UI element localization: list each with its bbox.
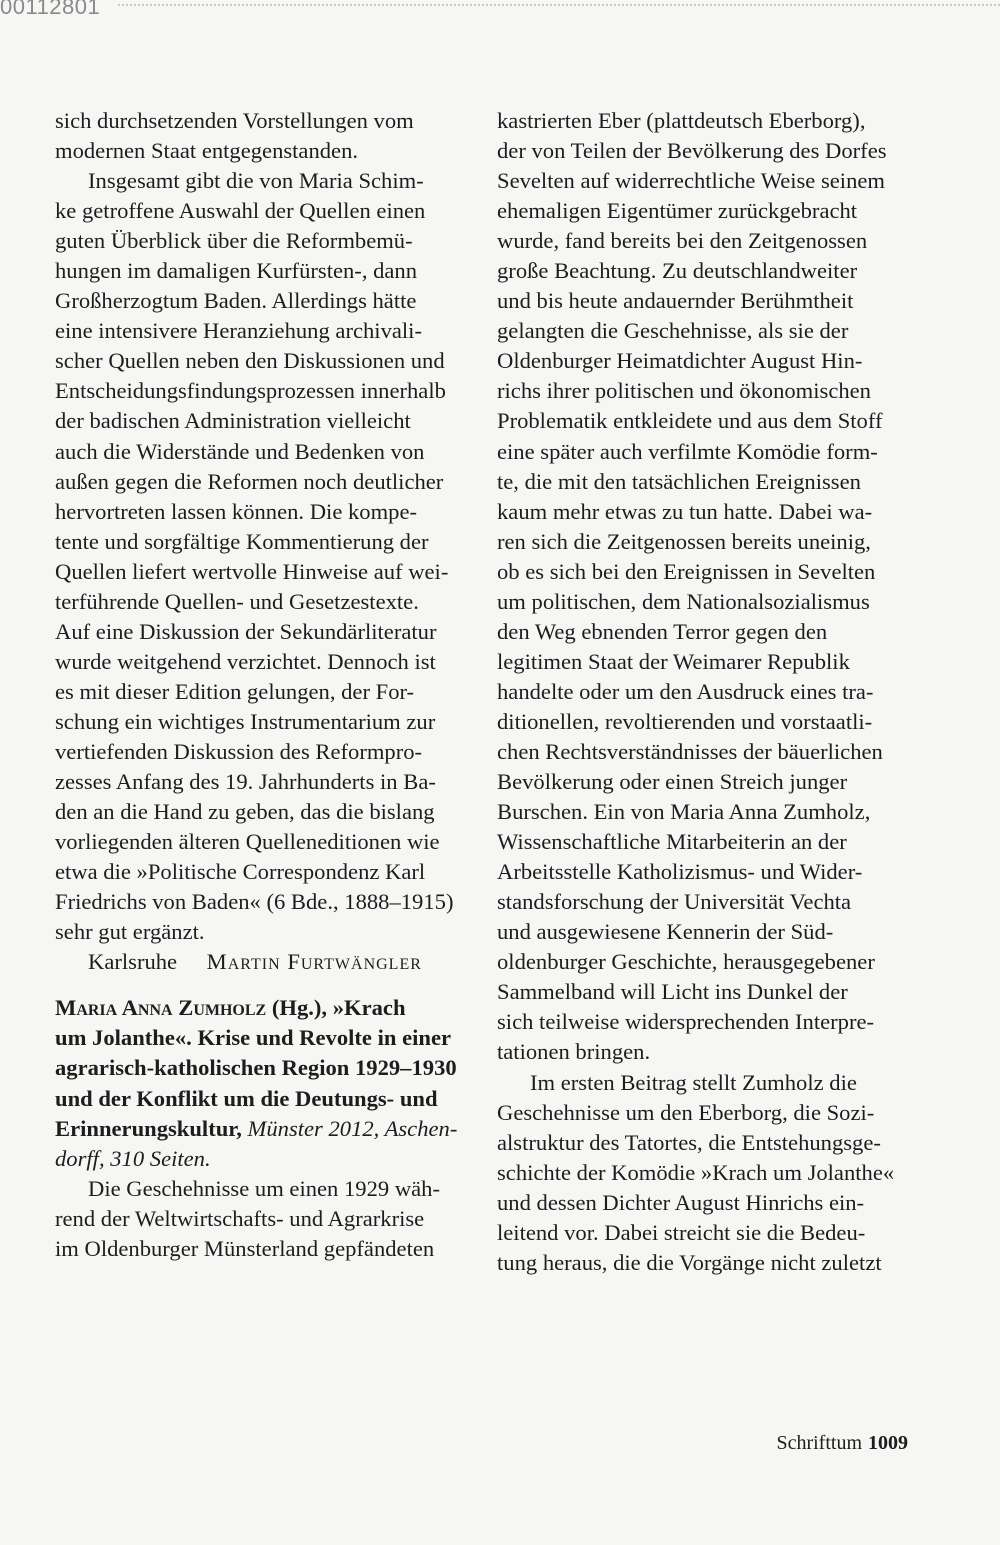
text-line: ditionellen, revoltierenden und vorstaatli-	[497, 708, 873, 734]
text-line: es mit dieser Edition gelungen, der For-	[55, 678, 415, 704]
text-line: leitend vor. Dabei streicht sie die Bedeu-	[497, 1219, 866, 1245]
scan-id: 00112801	[0, 0, 101, 19]
section-gap	[55, 977, 467, 993]
text-line: Die Geschehnisse um einen 1929 wäh-	[88, 1175, 440, 1201]
text-line: große Beachtung. Zu deutschlandweiter	[497, 258, 858, 284]
text-line: schung ein wichtiges Instrumentarium zur	[55, 708, 436, 734]
left-column	[55, 106, 467, 1264]
text-line: und bis heute andauernder Berühmtheit	[497, 288, 854, 314]
text-line: Im ersten Beitrag stellt Zumholz die	[530, 1069, 857, 1095]
text-line: Oldenburger Heimatdichter August Hin-	[497, 348, 863, 374]
text-line: hervortreten lassen können. Die kompe-	[55, 498, 418, 524]
text-line: und ausgewiesene Kennerin der Süd-	[497, 919, 834, 945]
paragraph-first-contribution	[497, 1068, 909, 1278]
text-line: den an die Hand zu geben, das die bislang	[55, 799, 435, 825]
text-line: modernen Staat entgegenstanden.	[55, 138, 359, 164]
text-line: ob es sich bei den Ereignissen in Sevelten	[497, 558, 876, 584]
text-line: eine später auch verfilmte Komödie form-	[497, 438, 878, 464]
text-line: Auf eine Diskussion der Sekundärliteratur	[55, 618, 437, 644]
text-line: te, die mit den tatsächlichen Ereignissen	[497, 468, 861, 494]
text-line: handelte oder um den Ausdruck eines tra-	[497, 678, 874, 704]
text-line: richs ihrer politischen und ökonomischen	[497, 378, 871, 404]
paragraph-review-intro	[55, 1174, 467, 1264]
paragraph-review-body	[497, 106, 909, 1068]
heading-title-end: Erinnerungskultur,	[55, 1115, 242, 1141]
text-line: schichte der Komödie »Krach um Jolanthe«	[497, 1159, 895, 1185]
text-line: Problematik entkleidete und aus dem Stoff	[497, 408, 883, 434]
text-line: der von Teilen der Bevölkerung des Dorfes	[497, 138, 887, 164]
paragraph-summary	[55, 166, 467, 947]
text-line: im Oldenburger Münsterland gepfändeten	[55, 1235, 435, 1261]
heading-author: Maria Anna Zumholz	[55, 995, 267, 1021]
text-line: standsforschung der Universität Vechta	[497, 889, 852, 915]
text-line: tationen bringen.	[497, 1039, 651, 1065]
text-line: rend der Weltwirtschafts- und Agrarkrise	[55, 1205, 425, 1231]
text-line: etwa die »Politische Correspondenz Karl	[55, 859, 426, 885]
text-line: und dessen Dichter August Hinrichs ein-	[497, 1189, 865, 1215]
text-line: Wissenschaftliche Mitarbeiterin an der	[497, 829, 847, 855]
text-line: außen gegen die Reformen noch deutlicher	[55, 468, 444, 494]
text-line: auch die Widerstände und Bedenken von	[55, 438, 425, 464]
text-line: Quellen liefert wertvolle Hinweise auf wei-	[55, 558, 449, 584]
page-footer	[776, 1432, 908, 1455]
text-line: wurde weitgehend verzichtet. Dennoch ist	[55, 648, 436, 674]
text-line: vorliegenden älteren Quelleneditionen wie	[55, 829, 440, 855]
text-line: Großherzogtum Baden. Allerdings hätte	[55, 288, 417, 314]
text-line: hungen im damaligen Kurfürsten-, dann	[55, 258, 418, 284]
text-line: ke getroffene Auswahl der Quellen einen	[55, 198, 426, 224]
text-line: Geschehnisse um den Eberborg, die Sozi-	[497, 1099, 875, 1125]
reviewer-signature	[55, 947, 467, 977]
text-line: sich durchsetzenden Vorstellungen vom	[55, 108, 414, 133]
text-line: oldenburger Geschichte, herausgegebener	[497, 949, 875, 975]
text-line: legitimen Staat der Weimarer Republik	[497, 648, 850, 674]
text-line: terführende Quellen- und Gesetzestexte.	[55, 588, 419, 614]
heading-line	[55, 993, 467, 1023]
signature-author: Martin Furtwängler	[206, 949, 422, 975]
heading-line	[55, 1114, 467, 1144]
text-line: gelangten die Geschehnisse, als sie der	[497, 318, 849, 344]
right-column	[497, 106, 909, 1278]
text-line: der badischen Administration vielleicht	[55, 408, 411, 434]
text-line: Sevelten auf widerrechtliche Weise seinem	[497, 168, 885, 194]
text-line: vertiefenden Diskussion des Reformpro-	[55, 738, 423, 764]
text-line: Insgesamt gibt die von Maria Schim-	[88, 168, 424, 194]
text-line: wurde, fand bereits bei den Zeitgenossen	[497, 228, 868, 254]
scan-edge-divider	[118, 4, 1000, 6]
page-number: 1009	[868, 1432, 908, 1454]
text-line: den Weg ebnenden Terror gegen den	[497, 618, 828, 644]
review-heading	[55, 993, 467, 1173]
text-line: ehemaligen Eigentümer zurückgebracht	[497, 198, 858, 224]
text-line: kaum mehr etwas zu tun hatte. Dabei wa-	[497, 498, 873, 524]
text-line: tente und sorgfältige Kommentierung der	[55, 528, 429, 554]
text-line: Bevölkerung oder einen Streich junger	[497, 769, 848, 795]
text-line: tung heraus, die die Vorgänge nicht zuletzt	[497, 1249, 882, 1275]
heading-line: agrarisch-katholischen Region 1929–1930	[55, 1055, 457, 1081]
heading-title-start: (Hg.), »Krach	[266, 995, 406, 1021]
text-line: Sammelband will Licht ins Dunkel der	[497, 979, 848, 1005]
text-line: sich teilweise widersprechenden Interpre-	[497, 1009, 875, 1035]
text-line: chen Rechtsverständnisses der bäuerlichen	[497, 738, 883, 764]
text-line: Arbeitsstelle Katholizismus- und Wider-	[497, 859, 863, 885]
paragraph-continuation	[55, 106, 467, 166]
text-line: Entscheidungsfindungsprozessen innerhalb	[55, 378, 446, 404]
text-line: Friedrichs von Baden« (6 Bde., 1888–1915)	[55, 889, 454, 915]
text-line: scher Quellen neben den Diskussionen und	[55, 348, 445, 374]
signature-place: Karlsruhe	[88, 949, 178, 975]
running-footer-section: Schrifttum	[776, 1432, 862, 1454]
text-line: um politischen, dem Nationalsozialismus	[497, 588, 870, 614]
text-line: alstruktur des Tatortes, die Entstehungsge-	[497, 1129, 881, 1155]
text-line: zesses Anfang des 19. Jahrhunderts in Ba-	[55, 769, 436, 795]
heading-line: um Jolanthe«. Krise und Revolte in einer	[55, 1025, 452, 1051]
text-line: guten Überblick über die Reformbemü-	[55, 228, 413, 254]
publication-info: Münster 2012, Aschen-	[241, 1115, 458, 1141]
text-line: kastrierten Eber (plattdeutsch Eberborg),	[497, 108, 866, 133]
publication-info-end: dorff, 310 Seiten.	[55, 1145, 211, 1171]
text-line: Burschen. Ein von Maria Anna Zumholz,	[497, 799, 871, 825]
text-line: sehr gut ergänzt.	[55, 919, 205, 945]
heading-line: und der Konflikt um die Deutungs- und	[55, 1085, 438, 1111]
text-line: eine intensivere Heranziehung archivali-	[55, 318, 422, 344]
text-line: ren sich die Zeitgenossen bereits uneinig,	[497, 528, 871, 554]
